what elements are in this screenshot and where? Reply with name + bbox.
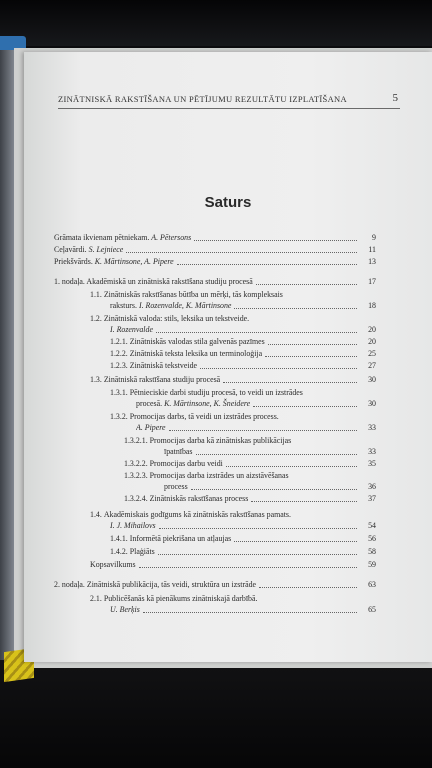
toc-entry-title: Zinātniskā tekstveide bbox=[129, 361, 198, 370]
toc-entry-number: 1.3.1. bbox=[110, 388, 128, 397]
toc-entry-title: Kopsavilkums bbox=[90, 560, 136, 569]
toc-entry-title: Zinātniskās rakstīšanas process bbox=[149, 494, 249, 503]
toc-entry[interactable] bbox=[110, 301, 376, 311]
toc-entry-page: 54 bbox=[368, 521, 376, 530]
table-of-contents bbox=[24, 52, 432, 662]
toc-entry-number: 1.2.2. bbox=[110, 349, 128, 358]
toc-entry-author: U. Berķis bbox=[110, 605, 140, 614]
toc-entry-number: 1.3.2.4. bbox=[124, 494, 148, 503]
toc-leader bbox=[200, 368, 357, 369]
toc-entry-author: K. Mārtinsone, A. Pipere bbox=[94, 257, 174, 266]
toc-entry-page: 58 bbox=[368, 547, 376, 556]
toc-entry-title: Priekšvārds. bbox=[54, 257, 93, 266]
toc-entry-page: 63 bbox=[368, 580, 376, 589]
toc-entry-author: I. J. Mihailovs bbox=[110, 521, 156, 530]
toc-entry[interactable] bbox=[110, 325, 376, 335]
toc-entry-line[interactable] bbox=[124, 471, 289, 481]
toc-chapter-1[interactable] bbox=[54, 277, 376, 287]
toc-entry[interactable] bbox=[110, 605, 376, 615]
toc-heading: Saturs bbox=[204, 194, 252, 211]
toc-leader bbox=[159, 528, 357, 529]
toc-entry-title: 2. nodaļa. Zinātniskā publikācija, tās veidi, struktūra un izstrāde bbox=[54, 580, 257, 589]
toc-entry-page: 33 bbox=[368, 423, 376, 432]
toc-entry-title: Promocijas darbu veidi bbox=[149, 459, 223, 468]
toc-leader bbox=[196, 454, 358, 455]
toc-entry[interactable] bbox=[136, 423, 376, 433]
running-head-page-number: 5 bbox=[392, 92, 398, 104]
toc-entry-page: 56 bbox=[368, 534, 376, 543]
toc-leader bbox=[158, 554, 357, 555]
toc-entry-number: 1.3.2.3. bbox=[124, 471, 148, 480]
toc-entry[interactable] bbox=[110, 337, 376, 347]
toc-leader bbox=[251, 501, 357, 502]
toc-leader bbox=[256, 284, 357, 285]
toc-entry-title: Zinātniskā rakstīšana studiju procesā bbox=[103, 375, 221, 384]
toc-entry-page: 59 bbox=[368, 560, 376, 569]
toc-entry-number: 1.4.2. bbox=[110, 547, 128, 556]
toc-entry-cont: procesā. bbox=[136, 399, 163, 408]
toc-entry-line[interactable] bbox=[110, 412, 279, 422]
toc-entry-title: Akadēmiskais godīgums kā zinātniskās rakstīšanas pamats. bbox=[103, 510, 291, 519]
toc-entry-line[interactable] bbox=[90, 510, 291, 520]
toc-entry-number: 1.3. bbox=[90, 375, 102, 384]
toc-entry-title: Plaģiāts bbox=[129, 547, 155, 556]
toc-entry[interactable] bbox=[136, 399, 376, 409]
toc-entry-page: 33 bbox=[368, 447, 376, 456]
toc-entry-line[interactable] bbox=[90, 314, 249, 324]
toc-entry-page: 27 bbox=[368, 361, 376, 370]
toc-entry[interactable] bbox=[110, 534, 376, 544]
toc-entry-title: 1. nodaļa. Akadēmiskā un zinātniskā rakstīšana studiju procesā bbox=[54, 277, 253, 286]
toc-entry-number: 1.2.1. bbox=[110, 337, 128, 346]
toc-leader bbox=[143, 612, 357, 613]
toc-entry-author: A. Pētersons bbox=[151, 233, 192, 242]
toc-entry-title: Zinātniskās rakstīšanas būtība un mērķi, tās kompleksais bbox=[103, 290, 283, 299]
toc-entry-page: 18 bbox=[368, 301, 376, 310]
toc-entry-title: Promocijas darba izstrādes un aizstāvēšanas bbox=[149, 471, 289, 480]
toc-leader bbox=[226, 466, 357, 467]
toc-leader bbox=[253, 406, 357, 407]
toc-entry-page: 11 bbox=[368, 245, 376, 254]
toc-leader bbox=[234, 308, 357, 309]
toc-entry[interactable] bbox=[164, 447, 376, 457]
toc-entry[interactable] bbox=[110, 521, 376, 531]
toc-entry-title: Grāmata ikvienam pētniekam. bbox=[54, 233, 150, 242]
toc-entry-number: 1.3.2.1. bbox=[124, 436, 148, 445]
toc-entry[interactable] bbox=[164, 482, 376, 492]
toc-entry-number: 1.4.1. bbox=[110, 534, 128, 543]
toc-entry-page: 13 bbox=[368, 257, 376, 266]
toc-entry-page: 25 bbox=[368, 349, 376, 358]
toc-entry-number: 1.2.3. bbox=[110, 361, 128, 370]
toc-leader bbox=[194, 240, 357, 241]
toc-entry[interactable] bbox=[124, 494, 376, 504]
toc-entry-cont: raksturs. bbox=[110, 301, 137, 310]
toc-entry-title: Publicēšanās kā pienākums zinātniskajā darbībā. bbox=[103, 594, 258, 603]
toc-entry[interactable] bbox=[54, 257, 376, 267]
toc-entry-page: 20 bbox=[368, 325, 376, 334]
toc-leader bbox=[126, 252, 357, 253]
toc-leader bbox=[223, 382, 357, 383]
toc-entry-number: 1.2. bbox=[90, 314, 102, 323]
book-page bbox=[24, 52, 432, 662]
toc-entry-author: K. Mārtinsone, K. Šneidere bbox=[164, 399, 251, 408]
toc-leader bbox=[139, 567, 357, 568]
toc-leader bbox=[177, 264, 357, 265]
toc-entry-page: 9 bbox=[372, 233, 376, 242]
toc-entry-page: 37 bbox=[368, 494, 376, 503]
toc-entry-title: Promocijas darbs, tā veidi un izstrādes process. bbox=[129, 412, 279, 421]
toc-leader bbox=[268, 344, 357, 345]
toc-entry-page: 65 bbox=[368, 605, 376, 614]
toc-entry-cont: īpatnības bbox=[164, 447, 193, 456]
toc-entry-title: Pētnieciskie darbi studiju procesā, to veidi un izstrādes bbox=[129, 388, 303, 397]
toc-entry[interactable] bbox=[110, 361, 376, 371]
toc-entry-line[interactable] bbox=[90, 290, 283, 300]
toc-entry[interactable] bbox=[124, 459, 376, 469]
toc-entry[interactable] bbox=[54, 233, 376, 243]
toc-entry-author: I. Rozenvalde bbox=[110, 325, 153, 334]
toc-entry-line[interactable] bbox=[110, 388, 303, 398]
toc-entry-number: 1.3.2.2. bbox=[124, 459, 148, 468]
toc-entry-author: A. Pipere bbox=[136, 423, 166, 432]
toc-entry-number: 1.1. bbox=[90, 290, 102, 299]
toc-leader bbox=[265, 356, 357, 357]
toc-entry-cont: process bbox=[164, 482, 188, 491]
toc-entry-title: Zinātniskā valoda: stils, leksika un tekstveide. bbox=[103, 314, 250, 323]
toc-chapter-2[interactable] bbox=[54, 580, 376, 590]
toc-entry[interactable] bbox=[90, 375, 376, 385]
toc-entry[interactable] bbox=[110, 547, 376, 557]
background-top bbox=[0, 0, 432, 46]
toc-leader bbox=[234, 541, 357, 542]
toc-leader bbox=[259, 587, 357, 588]
toc-entry[interactable] bbox=[110, 349, 376, 359]
toc-leader bbox=[191, 489, 357, 490]
toc-entry-author: S. Lejniece bbox=[88, 245, 124, 254]
toc-leader bbox=[169, 430, 357, 431]
toc-entry-title: Promocijas darba kā zinātniskas publikācijas bbox=[149, 436, 292, 445]
toc-entry-page: 35 bbox=[368, 459, 376, 468]
toc-entry-title: Informētā piekrišana un atļaujas bbox=[129, 534, 232, 543]
toc-entry-page: 30 bbox=[368, 375, 376, 384]
toc-entry-title: Zinātniskās valodas stila galvenās pazīmes bbox=[129, 337, 265, 346]
toc-entry-title: Zinātniskā teksta leksika un terminoloģija bbox=[129, 349, 263, 358]
running-head-title: ZINĀTNISKĀ RAKSTĪŠANA UN PĒTĪJUMU REZULTĀTU IZPLATĪŠANA bbox=[58, 94, 347, 104]
toc-entry-line[interactable] bbox=[124, 436, 291, 446]
toc-entry-page: 20 bbox=[368, 337, 376, 346]
toc-entry-title: Ceļavārdi. bbox=[54, 245, 87, 254]
toc-entry-page: 30 bbox=[368, 399, 376, 408]
toc-leader bbox=[156, 332, 357, 333]
toc-entry-line[interactable] bbox=[90, 594, 257, 604]
toc-entry-page: 36 bbox=[368, 482, 376, 491]
toc-entry-page: 17 bbox=[368, 277, 376, 286]
toc-entry-author: I. Rozenvalde, K. Mārtinsone bbox=[138, 301, 232, 310]
toc-entry[interactable] bbox=[54, 245, 376, 255]
toc-entry[interactable] bbox=[90, 560, 376, 570]
toc-entry-number: 1.4. bbox=[90, 510, 102, 519]
toc-entry-number: 1.3.2. bbox=[110, 412, 128, 421]
toc-entry-number: 2.1. bbox=[90, 594, 102, 603]
